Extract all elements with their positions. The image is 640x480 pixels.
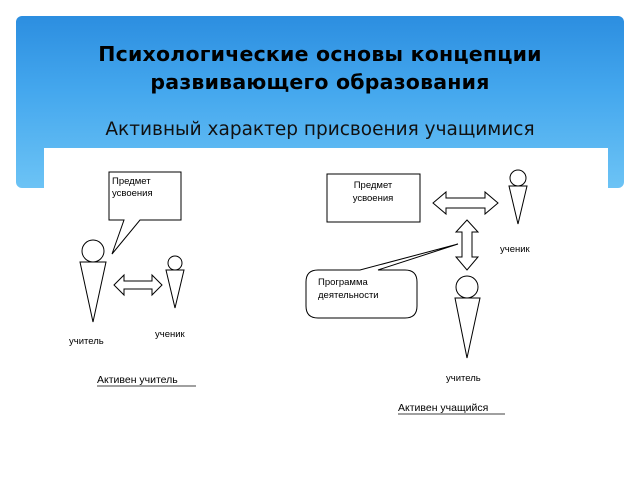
left-callout-text-1: Предмет (112, 176, 151, 187)
left-double-arrow (114, 275, 162, 295)
left-student-figure (166, 256, 184, 308)
slide-subtitle: Активный характер присвоения учащимися (105, 119, 535, 140)
left-student-label: ученик (155, 329, 185, 340)
right-box-text-2: усвоения (352, 193, 394, 204)
right-program-text-2: деятельности (318, 290, 379, 301)
right-teacher-figure (455, 276, 480, 358)
left-teacher-figure (80, 240, 106, 322)
right-teacher-label: учитель (446, 373, 481, 384)
right-student-figure (509, 170, 527, 224)
slide-title: Психологические основы концепции развивающего образования (98, 42, 542, 94)
left-callout-text-2: усвоения (112, 188, 153, 199)
left-teacher-label: учитель (69, 336, 104, 347)
right-caption: Активен учащийся (398, 402, 489, 414)
right-horizontal-arrow (433, 192, 498, 214)
left-diagram (69, 172, 196, 386)
left-caption: Активен учитель (97, 374, 178, 386)
right-box-text-1: Предмет (353, 180, 393, 191)
right-vertical-arrow (456, 220, 478, 270)
right-program-text-1: Программа (318, 277, 368, 288)
right-diagram (306, 170, 531, 414)
right-student-label: ученик (500, 244, 530, 255)
